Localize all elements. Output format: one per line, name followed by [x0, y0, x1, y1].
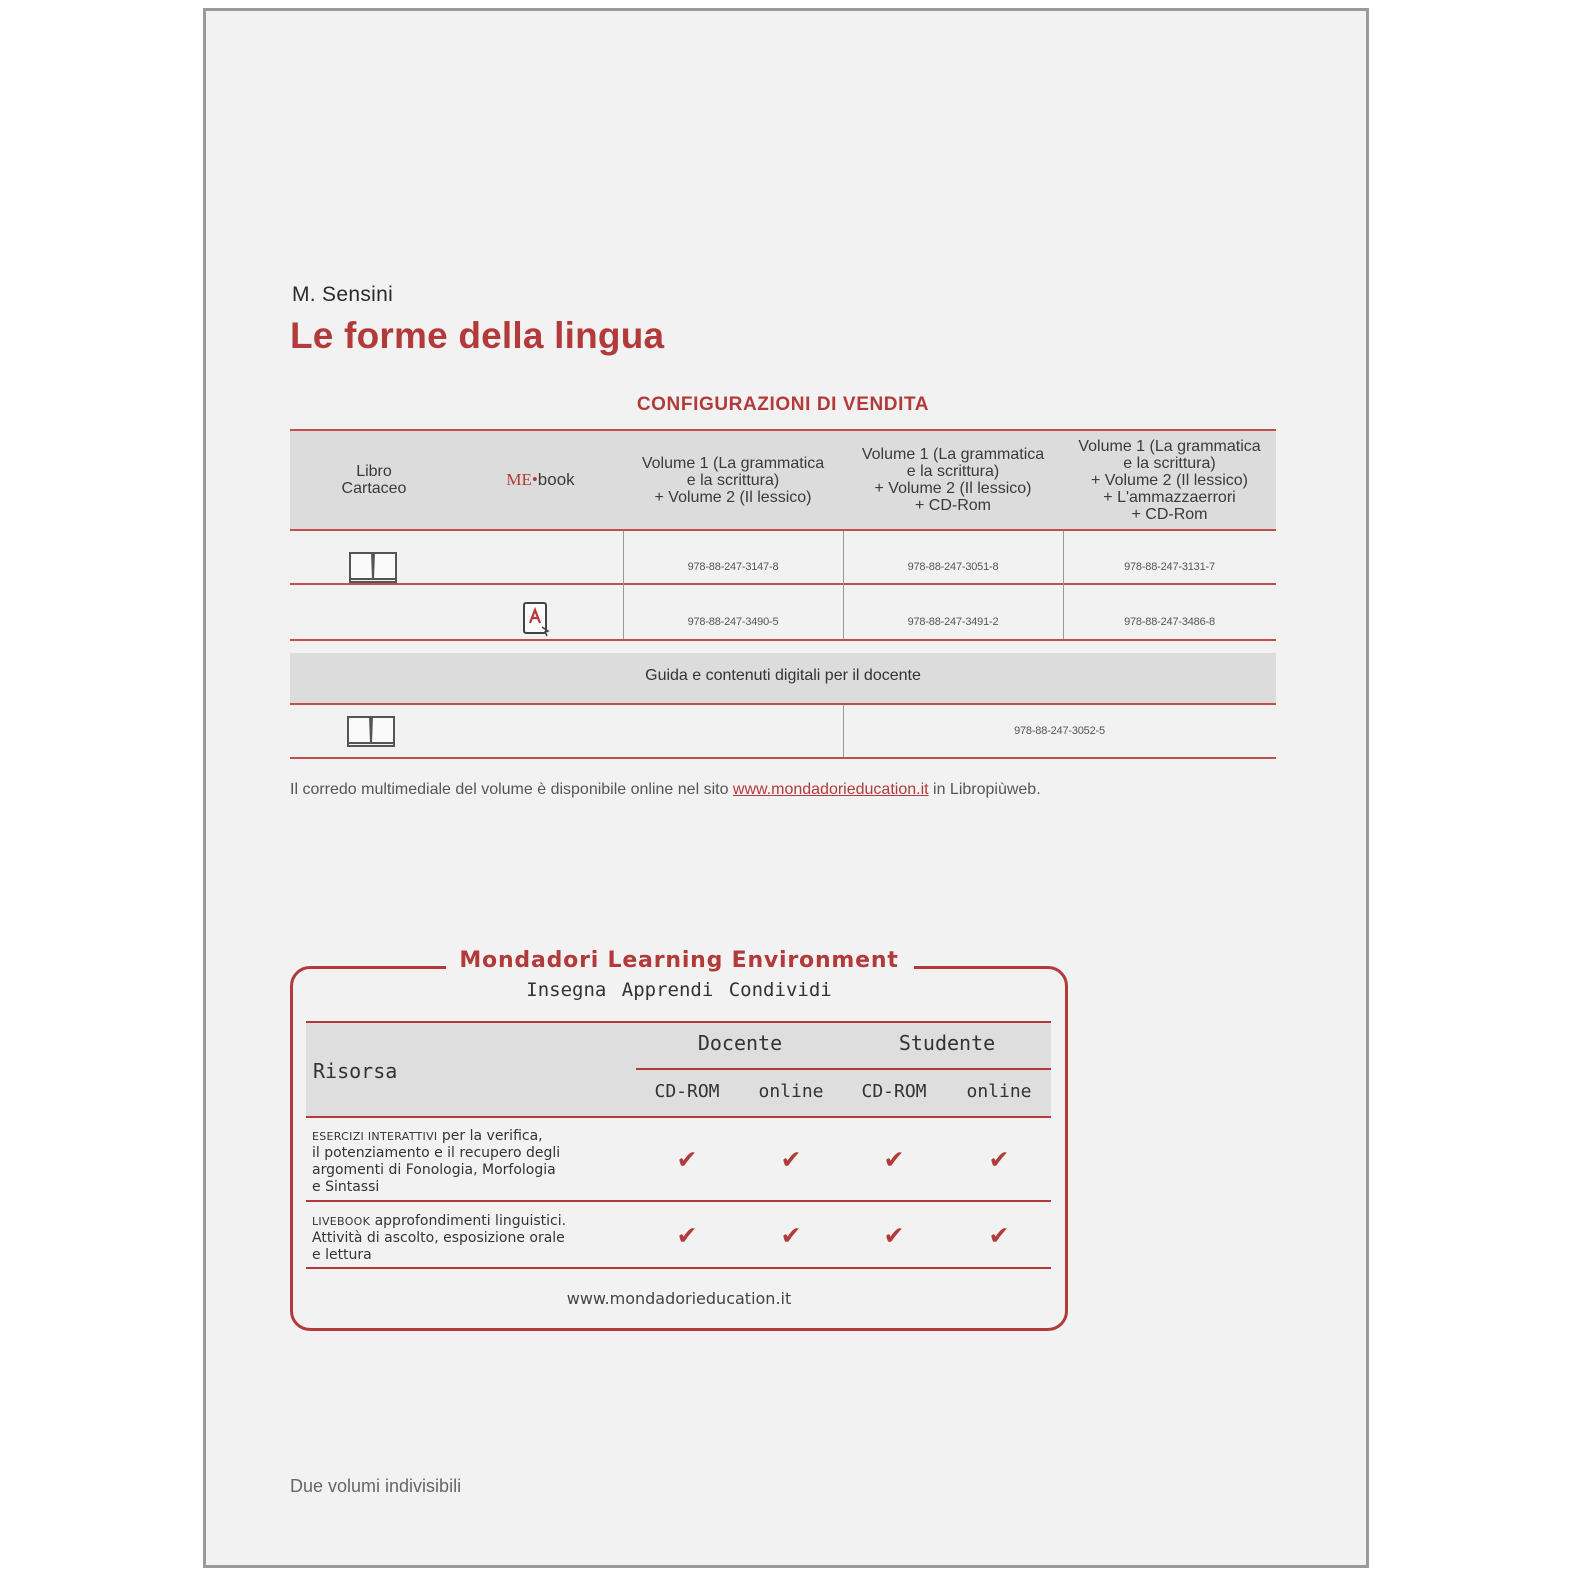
check-icon: ✔: [780, 1145, 802, 1174]
mle-title: Mondadori Learning Environment: [459, 948, 899, 973]
check-icon: ✔: [988, 1221, 1010, 1250]
check-icon: ✔: [676, 1145, 698, 1174]
header-paper-book: Libro Cartaceo: [341, 463, 407, 497]
isbn-paper-config-2: 978-88-247-3051-8: [907, 561, 999, 573]
col-student-cdrom: CD-ROM: [861, 1081, 927, 1102]
check-icon: ✔: [780, 1221, 802, 1250]
guide-title: Guida e contenuti digitali per il docente: [645, 667, 921, 684]
mle-website[interactable]: www.mondadorieducation.it: [566, 1289, 792, 1308]
col-teacher: Docente: [697, 1031, 783, 1055]
isbn-mebook-config-1: 978-88-247-3490-5: [687, 616, 779, 628]
isbn-paper-config-3: 978-88-247-3131-7: [1124, 561, 1215, 573]
isbn-paper-config-1: 978-88-247-3147-8: [687, 561, 779, 573]
isbn-teacher-guide: 978-88-247-3052-5: [1014, 725, 1105, 737]
isbn-mebook-config-2: 978-88-247-3491-2: [907, 616, 999, 628]
header-mebook: ME•book: [506, 470, 575, 489]
col-resource: Risorsa: [313, 1059, 398, 1083]
resource-interactive-exercises: ESERCIZI INTERATTIVI per la verifica, il potenziamento e il recupero degli argomenti di Fonologia, Morfologia e Sintassi: [312, 1128, 561, 1195]
check-icon: ✔: [883, 1145, 905, 1174]
book-icon: [348, 549, 398, 583]
col-student-online: online: [966, 1081, 1032, 1102]
back-cover: [203, 8, 1369, 1568]
isbn-mebook-config-3: 978-88-247-3486-8: [1124, 616, 1215, 628]
check-icon: ✔: [676, 1221, 698, 1250]
mle-subtitle: Insegna Apprendi Condividi: [526, 979, 832, 1001]
book-title: Le forme della lingua: [290, 315, 665, 356]
author-name: M. Sensini: [292, 283, 394, 306]
col-teacher-cdrom: CD-ROM: [654, 1081, 720, 1102]
tablet-icon: [522, 601, 552, 637]
check-icon: ✔: [883, 1221, 905, 1250]
header-config-1: Volume 1 (La grammatica e la scrittura) + Volume 2 (Il lessico): [641, 454, 825, 506]
col-student: Studente: [898, 1031, 996, 1055]
check-icon: ✔: [988, 1145, 1010, 1174]
online-resources-note: Il corredo multimediale del volume è disponibile online nel sito www.mondadorieducation.it in Libropiùweb.: [290, 781, 1041, 798]
resource-livebook: LIVEBOOK approfondimenti linguistici. Attività di ascolto, esposizione orale e lettura: [312, 1213, 567, 1263]
mondadori-education-link[interactable]: www.mondadorieducation.it: [732, 781, 929, 798]
sales-config-title: CONFIGURAZIONI DI VENDITA: [636, 394, 930, 415]
header-config-3: Volume 1 (La grammatica e la scrittura) + Volume 2 (Il lessico) + L'ammazzaerrori + CD-Rom: [1078, 437, 1261, 523]
col-teacher-online: online: [758, 1081, 824, 1102]
book-icon: [346, 713, 396, 747]
header-config-2: Volume 1 (La grammatica e la scrittura) + Volume 2 (Il lessico) + CD-Rom: [861, 446, 1045, 514]
footer-note: Due volumi indivisibili: [290, 1476, 462, 1496]
